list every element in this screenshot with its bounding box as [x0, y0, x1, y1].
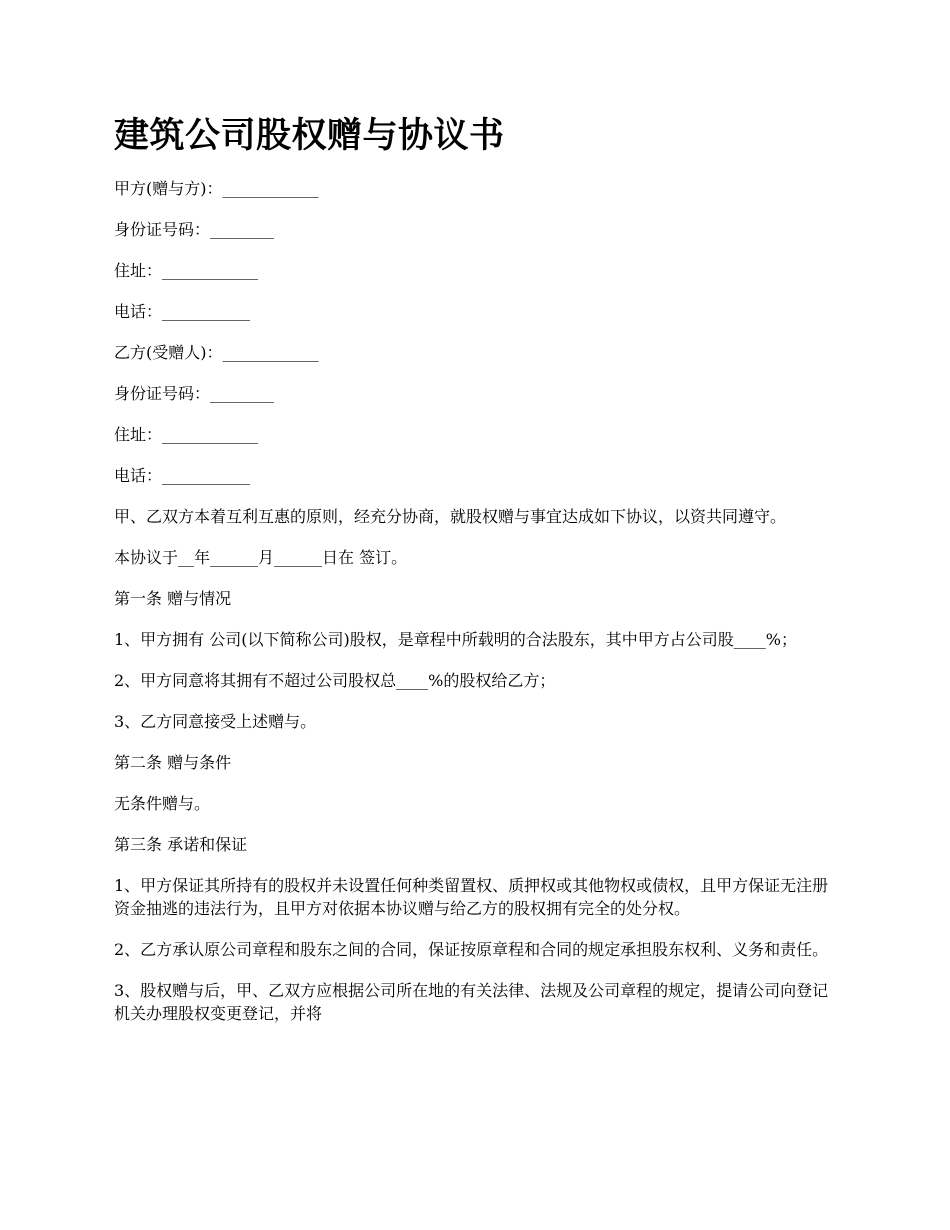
article-3-heading: 第三条 承诺和保证: [114, 835, 248, 854]
article-1-clause-2: 2、甲方同意将其拥有不超过公司股权总____%的股权给乙方；: [114, 671, 556, 690]
preamble-paragraph: 甲、乙双方本着互利互惠的原则，经充分协商，就股权赠与事宜达成如下协议，以资共同遵守。: [114, 507, 787, 526]
article-2-body: 无条件赠与。: [114, 794, 211, 813]
article-2-heading: 第二条 赠与条件: [114, 753, 232, 772]
party-a-name-line: 甲方(赠与方)：____________: [114, 179, 319, 198]
party-a-phone-line: 电话：___________: [114, 302, 251, 321]
document-body: [114, 108, 842, 1043]
article-3-clause-2: 2、乙方承认原公司章程和股东之间的合同，保证按原章程和合同的规定承担股东权利、义务和责任。: [114, 940, 829, 959]
document-title: 建筑公司股权赠与协议书: [114, 116, 505, 156]
party-b-address-line: 住址：____________: [114, 425, 259, 444]
article-1-clause-1: 1、甲方拥有 公司(以下简称公司)股权，是章程中所载明的合法股东，其中甲方占公司股____%；: [114, 630, 797, 649]
article-1-heading: 第一条 赠与情况: [114, 589, 232, 608]
party-b-name-line: 乙方(受赠人)：____________: [114, 343, 319, 362]
party-a-id-line: 身份证号码：________: [114, 220, 275, 239]
article-1-clause-3: 3、乙方同意接受上述赠与。: [114, 712, 317, 731]
party-b-phone-line: 电话：___________: [114, 466, 251, 485]
party-b-id-line: 身份证号码：________: [114, 384, 275, 403]
signing-date-line: 本协议于__年______月______日在 签订。: [114, 548, 408, 567]
party-a-address-line: 住址：____________: [114, 261, 259, 280]
article-3-clause-1: 1、甲方保证其所持有的股权并未设置任何种类留置权、质押权或其他物权或债权，且甲方保证无注册资金抽逃的违法行为，且甲方对依据本协议赠与给乙方的股权拥有完全的处分权。: [114, 876, 829, 918]
article-3-clause-3: 3、股权赠与后，甲、乙双方应根据公司所在地的有关法律、法规及公司章程的规定，提请公司向登记机关办理股权变更登记，并将: [114, 981, 829, 1023]
